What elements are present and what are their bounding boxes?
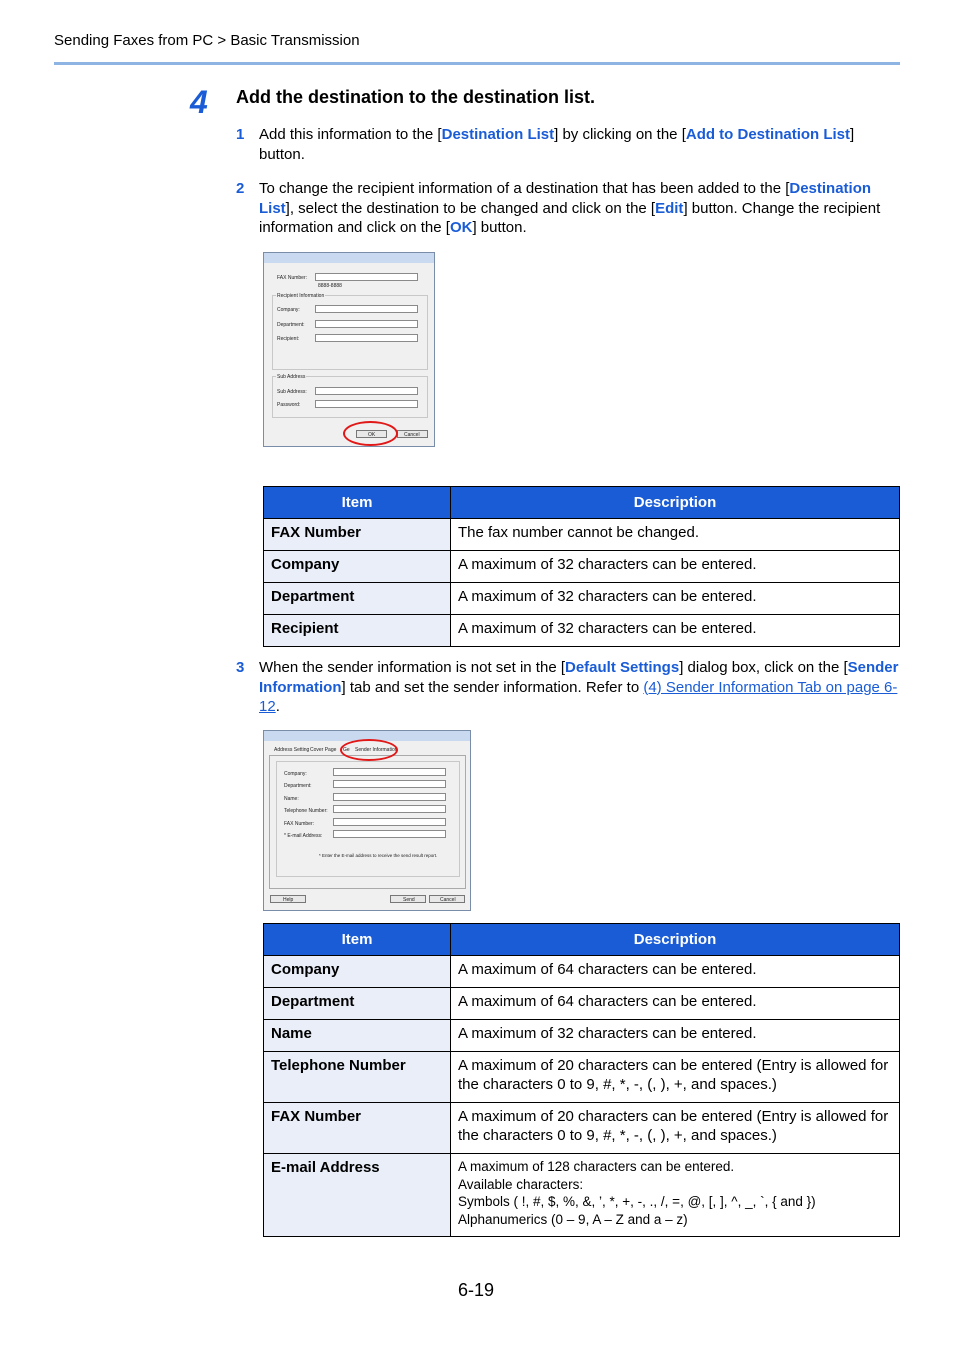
table-row (264, 551, 900, 583)
table-row (264, 1103, 900, 1154)
substep-number: 1 (236, 126, 245, 143)
sender-info-table (263, 923, 900, 1237)
table-row (264, 1052, 900, 1103)
sub-address-field (315, 387, 418, 395)
keyword-edit: Edit (655, 199, 684, 217)
cancel-button: Cancel (429, 895, 465, 903)
substep-1 (236, 125, 901, 164)
help-button: Help (270, 895, 306, 903)
keyword-sender-information: Sender Information (259, 659, 899, 696)
highlight-circle (340, 739, 398, 761)
tab-sender-information: Sender Information (355, 747, 398, 753)
column-header: Description (451, 487, 900, 519)
recipient-info-table (263, 486, 900, 647)
fax-number-label: FAX Number: (277, 275, 308, 281)
department-label: Department: (284, 783, 312, 789)
item-cell: Recipient (264, 615, 451, 647)
substep-2 (236, 179, 901, 238)
step-number: 4 (190, 84, 208, 120)
table-header-row (264, 924, 900, 956)
recipient-label: Recipient: (277, 336, 300, 342)
header-divider (54, 62, 900, 65)
edit-destination-dialog-screenshot (263, 252, 435, 447)
keyword-destination-list: Destination List (441, 126, 555, 143)
item-cell: Company (264, 956, 451, 988)
column-header: Item (264, 924, 451, 956)
recipient-field (315, 334, 418, 342)
name-field (333, 793, 446, 801)
highlight-circle (343, 421, 398, 446)
sender-information-link[interactable]: (4) Sender Information Tab on page 6-12 (259, 678, 898, 715)
recipient-information-legend: Recipient Information (277, 293, 325, 299)
default-settings-dialog-screenshot (263, 730, 471, 911)
company-label: Company: (277, 307, 300, 313)
item-cell: Department (264, 988, 451, 1020)
description-cell: A maximum of 32 characters can be entered. (451, 1020, 900, 1052)
telephone-label: Telephone Number: (284, 808, 328, 814)
description-cell: A maximum of 64 characters can be entered. (451, 988, 900, 1020)
column-header: Item (264, 487, 451, 519)
description-line: Alphanumerics (0 – 9, A – Z and a – z) (458, 1211, 688, 1227)
substep-text: To change the recipient information of a destination that has been added to the [Destination List], select the destination to be changed and click on the [Edit] button. Change the recipient information and click on the [OK] button. (259, 180, 881, 236)
description-cell: A maximum of 20 characters can be entered (Entry is allowed for the characters 0 to 9, #, *, -, (, ), +, and spaces.) (451, 1052, 900, 1103)
fax-number-field (333, 818, 446, 826)
item-cell: E-mail Address (264, 1154, 451, 1237)
table-row (264, 988, 900, 1020)
substep-3 (236, 658, 901, 717)
substep-number: 3 (236, 659, 245, 676)
send-button: Send (390, 895, 426, 903)
table-row (264, 615, 900, 647)
dialog-titlebar (264, 253, 434, 263)
description-cell: A maximum of 32 characters can be entered. (451, 583, 900, 615)
company-label: Company: (284, 771, 307, 777)
table-header-row (264, 487, 900, 519)
fax-number-field: 8888-8888 (315, 273, 418, 281)
company-field (333, 768, 446, 776)
page-number: 6-19 (458, 1280, 495, 1300)
description-cell: A maximum of 32 characters can be entered. (451, 615, 900, 647)
sub-address-group (272, 376, 428, 418)
item-cell: FAX Number (264, 519, 451, 551)
substep-text: When the sender information is not set in the [Default Settings] dialog box, click on the [Sender Information] tab and set the sender information. Refer to (4) Sender Information Tab on page 6-12. (259, 659, 899, 715)
item-cell: Department (264, 583, 451, 615)
company-field (315, 305, 418, 313)
password-label: Password: (277, 402, 301, 408)
breadcrumb: Sending Faxes from PC > Basic Transmission (54, 32, 360, 49)
department-field (333, 780, 446, 788)
cancel-button: Cancel (397, 430, 428, 438)
table-row (264, 519, 900, 551)
table-row (264, 583, 900, 615)
description-cell: A maximum of 64 characters can be entered. (451, 956, 900, 988)
table-row (264, 1020, 900, 1052)
fax-number-label: FAX Number: (284, 821, 315, 827)
table-row (264, 956, 900, 988)
ok-button: OK (356, 430, 387, 438)
keyword-destination-list: Destination List (259, 180, 872, 217)
description-cell: The fax number cannot be changed. (451, 519, 900, 551)
email-note: * Enter the E-mail address to receive the send result report. (319, 853, 438, 858)
keyword-default-settings: Default Settings (565, 659, 680, 676)
description-line: Available characters: (458, 1176, 584, 1192)
item-cell: Name (264, 1020, 451, 1052)
tab-address-setting: Address Setting (274, 747, 310, 753)
email-label: * E-mail Address: (284, 833, 323, 839)
item-cell: Company (264, 551, 451, 583)
substep-number: 2 (236, 180, 245, 197)
email-field (333, 830, 446, 838)
step-title: Add the destination to the destination list. (236, 87, 595, 107)
keyword-add-to-destination-list: Add to Destination List (685, 126, 851, 143)
department-field (315, 320, 418, 328)
description-cell (451, 1154, 900, 1237)
password-field (315, 400, 418, 408)
sub-address-legend: Sub Address (277, 374, 306, 380)
column-header: Description (451, 924, 900, 956)
table-row (264, 1154, 900, 1237)
item-cell: FAX Number (264, 1103, 451, 1154)
description-line: Symbols ( !, #, $, %, &, ’, *, +, -, ., /, =, @, [, ], ^, _, `, { and }) (458, 1194, 816, 1209)
description-cell: A maximum of 32 characters can be entered. (451, 551, 900, 583)
item-cell: Telephone Number (264, 1052, 451, 1103)
sub-address-label: Sub Address: (277, 389, 307, 395)
tab-general: Ge (343, 747, 350, 753)
tab-cover-page: Cover Page (310, 747, 337, 753)
keyword-ok: OK (449, 219, 473, 236)
description-line: A maximum of 128 characters can be entered. (458, 1159, 735, 1174)
substep-text: Add this information to the [Destination List] by clicking on the [Add to Destination List] button. (259, 126, 855, 163)
description-cell: A maximum of 20 characters can be entered (Entry is allowed for the characters 0 to 9, #, *, -, (, ), +, and spaces.) (451, 1103, 900, 1154)
department-label: Department: (277, 322, 305, 328)
name-label: Name: (284, 796, 299, 802)
telephone-field (333, 805, 446, 813)
